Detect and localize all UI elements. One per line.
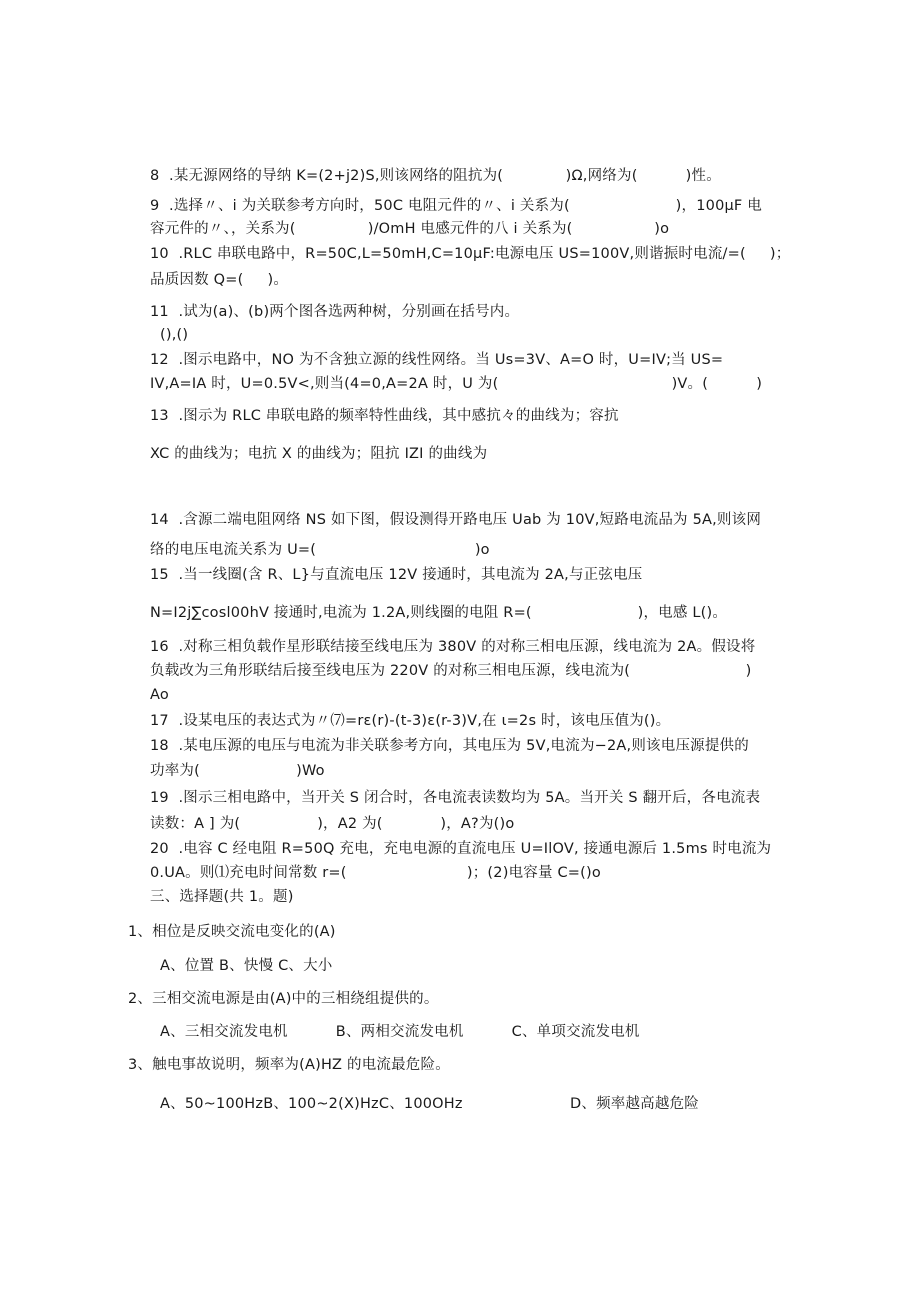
choice-option-3d: D、频率越高越危险 xyxy=(570,1096,699,1112)
choice-question-2: 2、三相交流电源是由(A)中的三相绕组提供的。 xyxy=(128,991,439,1007)
question-15: 15 .当一线圈(含 R、L}与直流电压 12V 接通时，其电流为 2A,与正弦电压 xyxy=(150,567,643,583)
question-14-cont: 络的电压电流关系为 U=( )o xyxy=(150,542,490,558)
question-19: 19 .图示三相电路中，当开关 S 闭合时，各电流表读数均为 5A。当开关 S 翻开后，各电流表 xyxy=(150,790,761,806)
choice-options-2: A、三相交流发电机 B、两相交流发电机 C、单项交流发电机 xyxy=(160,1024,640,1040)
question-12: 12 .图示电路中，NO 为不含独立源的线性网络。当 Us=3V、A=O 时，U=IV;当 US= xyxy=(150,352,724,368)
question-19-cont: 读数：A ] 为( )，A2 为( )，A?为()o xyxy=(150,816,515,832)
question-15-cont: N=I2j∑cosl00hV 接通时,电流为 1.2A,则线圈的电阻 R=( )，电感 L()。 xyxy=(150,605,728,621)
question-13-cont: XC 的曲线为；电抗 X 的曲线为；阻抗 IZI 的曲线为 xyxy=(150,446,488,462)
question-9-cont: 容元件的〃、，关系为( )/OmH 电感元件的八 i 关系为( )o xyxy=(150,221,670,237)
question-20: 20 .电容 C 经电阻 R=50Q 充电，充电电源的直流电压 U=IlOV, 接通电源后 1.5ms 时电流为 xyxy=(150,841,772,857)
question-16: 16 .对称三相负载作星形联结接至线电压为 380V 的对称三相电压源，线电流为 2A。假设将 xyxy=(150,639,756,655)
question-20-cont: 0.UA。则⑴充电时间常数 r=( )；(2)电容量 C=()o xyxy=(150,865,601,881)
question-10-cont: 品质因数 Q=( )。 xyxy=(150,272,289,288)
choice-options-1: A、位置 B、快慢 C、大小 xyxy=(160,958,333,974)
question-8: 8 .某无源网络的导纳 K=(2+j2)S,则该网络的阻抗为( )Ω,网络为( )性。 xyxy=(150,168,721,184)
question-18-cont: 功率为( )Wo xyxy=(150,763,325,779)
question-18: 18 .某电压源的电压与电流为非关联参考方向，其电压为 5V,电流为−2A,则该电压源提供的 xyxy=(150,738,749,754)
question-16-cont: 负载改为三角形联结后接至线电压为 220V 的对称三相电压源，线电流为( ) xyxy=(150,663,752,679)
section-heading: 三、选择题(共 1。题) xyxy=(150,889,294,905)
question-17: 17 .设某电压的表达式为〃⑺=rε(r)-(t-3)ε(r-3)V,在 ι=2s 时，该电压值为()。 xyxy=(150,713,671,729)
choice-question-1: 1、相位是反映交流电变化的(A) xyxy=(128,924,336,940)
question-9: 9 .选择〃、i 为关联参考方向时，50C 电阻元件的〃、i 关系为( )，100μF 电 xyxy=(150,198,762,214)
question-11-cont: (),() xyxy=(160,327,189,343)
choice-question-3: 3、触电事故说明，频率为(A)HZ 的电流最危险。 xyxy=(128,1057,450,1073)
question-14: 14 .含源二端电阻网络 NS 如下图，假设测得开路电压 Uab 为 10V,短路电流品为 5A,则该网 xyxy=(150,512,762,528)
question-10: 10 .RLC 串联电路中，R=50C,L=50mH,C=10μF:电源电压 US=100V,则谐振时电流/=( )； xyxy=(150,246,791,262)
question-12-cont: IV,A=IA 时，U=0.5V<,则当(4=0,A=2A 时，U 为( )V。( ) xyxy=(150,376,763,392)
question-16-cont2: Ao xyxy=(150,687,169,703)
question-11: 11 .试为(a)、(b)两个图各选两种树，分别画在括号内。 xyxy=(150,304,520,320)
choice-options-3: A、50~100HzB、100~2(X)HzC、100OHz xyxy=(160,1096,463,1112)
question-13: 13 .图示为 RLC 串联电路的频率特性曲线，其中感抗々的曲线为；容抗 xyxy=(150,408,619,424)
